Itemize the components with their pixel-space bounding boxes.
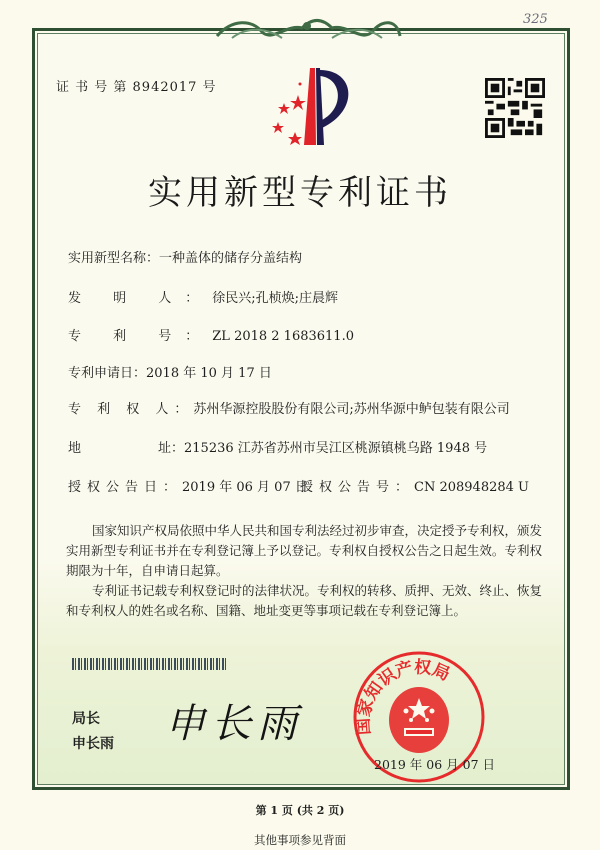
certificate-title: 实用新型专利证书 [148, 173, 452, 213]
back-note: 其他事项参见背面 [254, 833, 346, 847]
grant-number-label: 授权公告号： [300, 480, 415, 495]
address-row [68, 437, 487, 456]
filing-date-label: 专利申请日： [68, 366, 147, 381]
director-name: 申长雨 [72, 736, 114, 752]
certificate-number: 证 书 号 第 8942017 号 [56, 80, 217, 95]
patent-number-label: 专 利 号： [68, 329, 213, 344]
patentee-row [68, 398, 510, 417]
grant-statement-paragraph: 国家知识产权局依照中华人民共和国专利法经过初步审查，决定授予专利权，颁发实用新型专利证书并在专利登记簿上予以登记。专利权自授权公告之日起生效。专利权期限为十年，自申请日起算。 [66, 522, 543, 578]
grant-number-value: CN 208948284 U [414, 480, 529, 495]
filing-date-value: 2018 年 10 月 17 日 [146, 366, 272, 381]
inventor-label: 发 明 人： [68, 291, 213, 306]
address-label-right: 址： [158, 441, 185, 456]
legal-status-paragraph: 专利证书记载专利权登记时的法律状况。专利权的转移、质押、无效、终止、恢复和专利权人的姓名或名称、国籍、地址变更等事项记载在专利登记簿上。 [66, 582, 543, 618]
director-title: 局长 [72, 711, 100, 727]
director-signature: 申长雨 [165, 701, 303, 747]
grant-number-row [300, 476, 529, 495]
grant-date-label: 授权公告日： [68, 480, 183, 495]
cnipa-logo-icon [260, 60, 360, 150]
utility-model-name-label: 实用新型名称： [68, 251, 160, 266]
dragon-ornament-icon [212, 14, 402, 44]
address-label-left: 地 [68, 441, 82, 456]
seal-text: 国家知识产权局 [353, 657, 453, 736]
filing-date-row [68, 362, 272, 381]
utility-model-name-value: 一种盖体的储存分盖结构 [159, 251, 303, 266]
barcode [72, 658, 227, 670]
patent-number-row [68, 325, 354, 344]
page-indicator: 第 1 页 (共 2 页) [255, 804, 345, 817]
utility-model-name-row [68, 247, 302, 266]
patent-number-value: ZL 2018 2 1683611.0 [212, 329, 354, 344]
inventor-value: 徐民兴;孔桢焕;庄晨辉 [212, 291, 339, 306]
grant-date-value: 2019 年 06 月 07 日 [182, 480, 308, 495]
grant-date-row [68, 476, 308, 495]
patentee-value: 苏州华源控股股份有限公司;苏州华源中鲈包装有限公司 [193, 402, 510, 417]
address-value: 215236 江苏省苏州市吴江区桃源镇桃乌路 1948 号 [184, 441, 488, 456]
handwritten-number: 325 [523, 12, 548, 27]
patentee-label: 专 利 权 人： [68, 402, 194, 417]
qr-code [485, 78, 545, 138]
seal-date: 2019 年 06 月 07 日 [374, 757, 495, 772]
inventor-row [68, 287, 338, 306]
